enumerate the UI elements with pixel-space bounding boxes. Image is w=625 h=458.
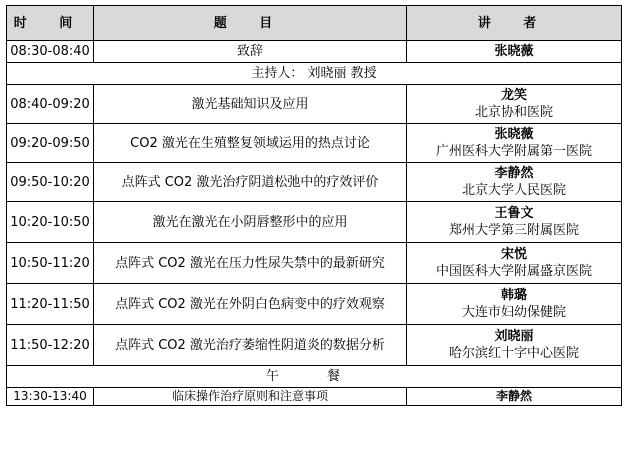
table-row <box>7 325 622 366</box>
speaker-name: 李静然 <box>495 389 532 403</box>
speaker-cell <box>407 202 622 243</box>
title-cell: 激光基础知识及应用 <box>94 85 407 124</box>
time-cell: 13:30-13:40 <box>7 388 94 406</box>
time-cell: 09:50-10:20 <box>7 163 94 202</box>
title-cell: 点阵式 CO2 激光在外阴白色病变中的疗效观察 <box>94 284 407 325</box>
speaker-cell <box>407 124 622 163</box>
lunch-row <box>7 366 622 388</box>
title-cell: 点阵式 CO2 激光治疗萎缩性阴道炎的数据分析 <box>94 325 407 366</box>
speaker-name: 李静然 <box>494 166 534 181</box>
table-row <box>7 85 622 124</box>
table-row <box>7 41 622 63</box>
speaker-org: 哈尔滨红十字中心医院 <box>448 346 579 361</box>
speaker-org: 北京协和医院 <box>474 105 553 120</box>
speaker-org: 郑州大学第三附属医院 <box>448 223 579 238</box>
time-cell: 11:20-11:50 <box>7 284 94 325</box>
table-row <box>7 163 622 202</box>
table-header-row <box>7 6 622 41</box>
speaker-cell <box>407 388 622 406</box>
table-row <box>7 388 622 406</box>
table-row <box>7 243 622 284</box>
speaker-cell <box>407 85 622 124</box>
title-cell: 激光在激光在小阴唇整形中的应用 <box>94 202 407 243</box>
speaker-name: 龙笑 <box>500 88 527 103</box>
speaker-cell <box>407 163 622 202</box>
time-cell: 08:40-09:20 <box>7 85 94 124</box>
title-cell: CO2 激光在生殖整复领域运用的热点讨论 <box>94 124 407 163</box>
header-time: 时 间 <box>7 6 94 41</box>
title-cell: 临床操作治疗原则和注意事项 <box>94 388 407 406</box>
table-row <box>7 202 622 243</box>
time-cell: 10:20-10:50 <box>7 202 94 243</box>
title-cell: 点阵式 CO2 激光治疗阴道松弛中的疗效评价 <box>94 163 407 202</box>
speaker-cell <box>407 325 622 366</box>
table-row <box>7 284 622 325</box>
host-row <box>7 63 622 85</box>
title-cell: 致辞 <box>94 41 407 63</box>
host-cell: 主持人： 刘晓丽 教授 <box>7 63 622 85</box>
speaker-name: 刘晓丽 <box>494 329 534 344</box>
time-cell: 08:30-08:40 <box>7 41 94 63</box>
header-title: 题 目 <box>94 6 407 41</box>
speaker-cell <box>407 41 622 63</box>
header-speaker: 讲 者 <box>407 6 622 41</box>
speaker-name: 张晓薇 <box>494 127 534 142</box>
schedule-table <box>6 5 622 406</box>
speaker-cell <box>407 243 622 284</box>
speaker-org: 大连市妇幼保健院 <box>461 305 566 320</box>
time-cell: 09:20-09:50 <box>7 124 94 163</box>
speaker-org: 中国医科大学附属盛京医院 <box>435 264 592 279</box>
time-cell: 10:50-11:20 <box>7 243 94 284</box>
time-cell: 11:50-12:20 <box>7 325 94 366</box>
speaker-name: 宋悦 <box>500 247 527 262</box>
lunch-cell: 午 餐 <box>7 366 622 388</box>
table-row <box>7 124 622 163</box>
speaker-cell <box>407 284 622 325</box>
speaker-org: 北京大学人民医院 <box>461 183 566 198</box>
speaker-name: 王鲁文 <box>494 206 534 221</box>
speaker-org: 广州医科大学附属第一医院 <box>435 144 592 159</box>
speaker-name: 韩璐 <box>500 288 527 303</box>
title-cell: 点阵式 CO2 激光在压力性尿失禁中的最新研究 <box>94 243 407 284</box>
speaker-name: 张晓薇 <box>494 44 534 59</box>
